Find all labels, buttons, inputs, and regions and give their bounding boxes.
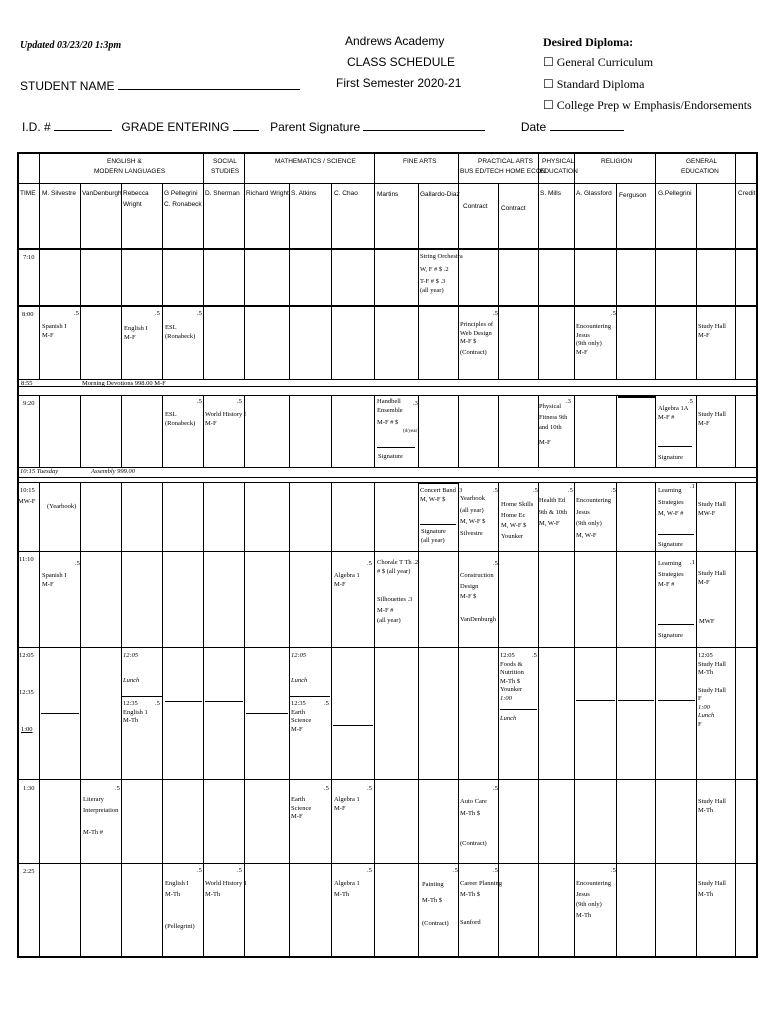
teacher-ferguson: Ferguson [619,192,647,199]
credit-algebra-225: .5 [367,867,372,874]
cell-mwf: MWF [699,618,715,625]
credit-auto-care: .5 [493,785,498,792]
teacher-pellegrini: G Pellegrini [164,190,198,197]
lunch-split-7 [333,725,373,726]
time-100: 1:00 [21,726,33,733]
learning-signature-line-1110[interactable] [658,624,694,625]
time-1235: 12:35 [19,689,34,696]
credit-home-skills: .5 [533,487,538,494]
dept-fine-arts: FINE ARTS [403,158,437,165]
dept-math: MATHEMATICS / SCIENCE [275,158,356,165]
time-1015-tuesday: 10:15 Tuesday [20,468,59,475]
dept-social: SOCIAL [213,158,237,165]
parent-signature-field[interactable] [363,119,485,131]
cell-string-orchestra: String Orchestra W, F # $ .2 T-F # $ .3 (all year) [420,253,463,294]
credit-career: .5 [493,867,498,874]
credit-jesus-225: .5 [611,867,616,874]
credit-english-1235: .5 [155,700,160,707]
dept-social-sub: STUDIES [211,168,240,175]
credit-learning-1110: .1 [690,559,695,566]
lunch-block-science: 12:05 Lunch [291,652,308,684]
teacher-gallardo: Gallardo-Diaz [420,191,460,198]
credit-painting: .5 [453,867,458,874]
devotions-label: Morning Devotions 998.00 M-F [82,380,166,387]
cell-world-history-920: World History I M-F [205,411,246,427]
time-1110: 11:10 [19,556,34,563]
cell-study-hall-1110: Study Hall M-F [698,570,726,586]
time-920: 9:20 [23,400,35,407]
credit-earth-1235: .5 [324,700,329,707]
teacher-glassford: A. Glassford [576,190,612,197]
concert-signature: Signature (all year) [421,528,446,544]
lunch-split-8 [576,700,615,701]
teacher-atkins: S. Atkins [291,190,317,197]
learning-signature-1015: Signature [658,541,683,548]
dept-pe-sub: EDUCATION [540,168,578,175]
handbell-note: (d/year) [403,429,419,434]
cell-earth-science-130: Earth Science M-F [291,796,312,820]
dept-practical-sub: BUS ED/TECH HOME ECON [460,168,546,175]
ferguson-920-bar [618,396,655,398]
date-label: Date [520,120,547,134]
parent-signature-label: Parent Signature [270,120,361,134]
cell-esl-800: ESL (Ronabeck) [165,324,196,340]
teacher-wright-2: Wright [123,201,142,208]
cell-study-hall-1015: Study Hall MW-F [698,501,726,517]
learning-signature-1110: Signature [658,632,683,639]
date-field[interactable] [550,119,624,131]
time-710: 7:10 [23,254,35,261]
cell-literary-interpretation: Literary Interpretation M-Th # [83,796,119,836]
cell-painting: Painting M-Th $ (Contract) [422,881,449,927]
handbell-signature: Signature [378,453,403,460]
credit-english-800: .5 [155,310,160,317]
cell-study-hall-130: Study Hall M-Th [698,798,726,814]
diploma-option-college-prep[interactable]: ☐ College Prep w Emphasis/Endorsements [543,98,752,112]
teacher-silvestre: M. Silvestre [42,190,76,197]
teacher-contract-1: Contract [463,203,488,210]
dept-practical: PRACTICAL ARTS [478,158,533,165]
lunch-block-english: 12:05 Lunch [123,652,140,684]
foods-lunch-split [500,709,537,710]
teacher-sherman: D. Sherman [205,190,240,197]
credit-health-ed: .5 [568,487,573,494]
cell-english-1235: 12:35 English 1 M-Th [123,700,148,724]
id-label: I.D. # [22,120,51,134]
cell-learning-strategies-1015: Learning Strategies M, W-F # [658,487,684,517]
cell-study-hall-920: Study Hall M-F [698,411,726,427]
student-name-label: STUDENT NAME [20,79,115,93]
credit-spanish-800: .5 [74,310,79,317]
credit-yearbook: .5 [493,487,498,494]
student-name-field[interactable] [118,78,300,90]
cell-algebra-225: Algebra 1 M-Th [334,880,360,898]
cell-world-history-225: World History 1 M-Th [205,880,248,898]
credit-jesus-1015: .5 [611,487,616,494]
cell-algebra-1110: Algebra 1 M-F [334,572,360,588]
cell-concert-band: Concert Band .3 M, W-F $ [420,487,463,503]
teacher-g-pellegrini: G.Pellegrini [658,190,692,197]
id-row [22,119,624,134]
time-1015-days: MW-F [18,498,36,505]
diploma-option-general[interactable]: ☐ General Curriculum [543,55,654,69]
dept-pe: PHYSICAL [542,158,575,165]
teacher-ronabeck: C. Ronabeck [164,201,202,208]
credit-esl-800: .5 [197,310,202,317]
credit-algebra-1110: .5 [367,560,372,567]
cell-encountering-jesus-1015: Encountering Jesus (9th only) M, W-F [576,497,612,539]
lunch-split-3 [165,701,202,702]
cell-encountering-jesus-800: Encountering Jesus (9th only) M-F [576,323,612,356]
cell-english-225: English I M-Th (Pellegrini) [165,880,195,930]
handbell-signature-line[interactable] [377,447,415,448]
credit-learning-1015: .1 [690,483,695,490]
cell-construction-design: Construction Design M-F $ VanDenburgh [460,572,496,623]
time-1015: 10:15 [20,487,35,494]
cell-learning-strategies-1110: Learning Strategies M-F # [658,560,684,588]
time-1205: 12:05 [19,652,34,659]
lunch-split-10 [658,700,695,701]
credit-foods: .5 [532,652,537,659]
credit-jesus-800: .5 [611,310,616,317]
dept-english-sub: MODERN LANGUAGES [94,168,166,175]
cell-yearbook: Yearbook (all year) M, W-F $ Silvestre [460,495,486,537]
teacher-richard-wright: Richard Wright [246,190,289,197]
cell-physical-fitness: Physical Fitness 9th and 10th M-F [539,403,568,446]
assembly-label: Assembly 999.00 [91,468,136,475]
concert-band-border [419,482,459,484]
lunch-split-6 [290,696,330,697]
lunch-split-9 [618,700,654,701]
credit-world-225: .5 [237,867,242,874]
credit-handbell: .3 [413,400,418,407]
credit-earth-130: .5 [324,785,329,792]
cell-earth-science-1235: 12:35 Earth Science M-F [291,700,312,733]
credit-web-800: .5 [493,310,498,317]
teacher-mills: S. Mills [540,190,561,197]
cell-silhouettes: Silhouettes .3 M-F # (all year) [377,596,413,624]
grade-field[interactable] [233,119,259,131]
schedule-title: CLASS SCHEDULE [347,55,456,69]
credit-algebra-130: .5 [367,785,372,792]
credit-literary: .5 [115,785,120,792]
time-225: 2:25 [23,868,35,875]
cell-study-hall-1205: 12:05 Study Hall M-Th Study Hall F 1:00 Lunch F [698,652,726,728]
teacher-martins: Martins [377,191,399,198]
updated-stamp: Updated 03/23/20 1:3pm [20,40,122,51]
cell-chorale: Chorale T Th .2 # $ (all year) [377,559,419,575]
cell-spanish-800: Spanish I M-F [42,323,67,339]
credit-esl-920: .5 [197,398,202,405]
cell-english-800: English I M-F [124,325,148,341]
dept-gen-ed: GENERAL [686,158,718,165]
cell-study-hall-800: Study Hall M-F [698,323,726,339]
id-field[interactable] [54,119,112,131]
algebra-signature-line[interactable] [658,446,692,447]
dept-english: ENGLISH & [107,158,142,165]
cell-foods-nutrition: 12:05 Foods & Nutrition M-Th $ Younker 1:00 Lunch [500,652,524,722]
semester-label: First Semester 2020-21 [336,76,462,90]
credit-spanish-1110: .5 [75,560,80,567]
lunch-split-4 [205,701,243,702]
cell-spanish-1110: Spanish I M-F [42,572,67,588]
diploma-option-standard[interactable]: ☐ Standard Diploma [543,77,645,91]
dept-gen-ed-sub: EDUCATION [681,168,719,175]
cell-career-planning: Career Planning M-Th $ Sanford [460,880,503,926]
cell-auto-care: Auto Care M-Th $ (Contract) [460,798,487,847]
cell-home-skills: Home Skills Home Ec M, W-F $ Younker [501,501,534,540]
cell-handbell: Handbell Ensemble M-F # $ [377,398,403,426]
learning-signature-line-1015[interactable] [658,534,694,535]
cell-study-hall-225: Study Hall M-Th [698,880,726,898]
credit-english-225: .5 [197,867,202,874]
credit-construction: .5 [493,560,498,567]
time-855: 8:55 [21,380,33,387]
cell-algebra-130: Algebra 1 M-F [334,796,360,812]
time-130: 1:30 [23,785,35,792]
time-800: 8:00 [22,311,34,318]
diploma-title: Desired Diploma: [543,35,634,49]
grade-label: GRADE ENTERING [121,120,230,134]
algebra-signature: Signature [658,454,683,461]
lunch-split-2 [122,696,162,697]
school-name: Andrews Academy [345,34,445,48]
teacher-chao: C. Chao [334,190,358,197]
credit-algebra-1a: .5 [688,398,693,405]
teacher-contract-2: Contract [501,205,526,212]
cell-health-ed: Health Ed 9th & 10th M, W-F [539,497,568,527]
cell-encountering-jesus-225: Encountering Jesus (9th only) M-Th [576,880,612,919]
credit-pe: .3 [566,398,571,405]
cell-yearbook-1015: (Yearbook) [47,503,77,510]
concert-signature-line[interactable] [420,524,456,525]
dept-religion: RELIGION [601,158,633,165]
credit-header: Credit [738,190,756,197]
cell-algebra-1a: Algebra 1A M-F # [658,405,689,421]
time-header: TIME [20,190,36,197]
lunch-split-1 [41,713,79,714]
cell-esl-920: ESL (Ronabeck) [165,411,196,427]
student-name-row [20,78,300,93]
schedule-grid [17,152,758,958]
lunch-split-5 [246,713,288,714]
cell-web-design: Principles of Web Design M-F $ (Contract) [460,321,494,356]
teacher-wright: Rebecca [123,190,149,197]
credit-world-920: .5 [237,398,242,405]
teacher-vandenburgh: VanDenburgh [82,190,122,197]
